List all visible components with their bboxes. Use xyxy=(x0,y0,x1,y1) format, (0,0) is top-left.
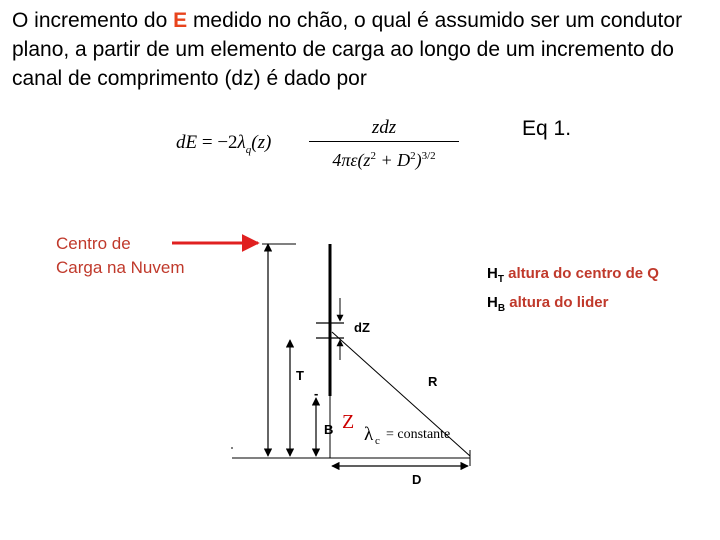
eq-den-close: ) xyxy=(415,150,422,170)
dz-label: dZ xyxy=(354,320,370,335)
eq-den-prefix: 4πε(z xyxy=(332,150,371,170)
eq-den-plus: + D xyxy=(375,150,411,170)
lambda-subscript: c xyxy=(375,435,380,447)
minus-label: - xyxy=(314,386,319,401)
field-symbol-E: E xyxy=(173,9,188,32)
eq-equals: = −2 xyxy=(197,132,238,153)
legend-ht-H: H xyxy=(487,265,498,282)
eq-lambda-sub: q xyxy=(245,143,252,156)
eq-den-power: 3/2 xyxy=(421,150,436,162)
eq-numerator: zdz xyxy=(371,117,397,138)
d-label: D xyxy=(412,472,422,487)
legend-ht-text: altura do centro de Q xyxy=(503,265,659,282)
para-part1: O incremento do xyxy=(12,9,174,32)
legend-hb-H: H xyxy=(487,294,498,311)
lambda-constant-text: = constante xyxy=(386,427,451,442)
eq-dE: dE xyxy=(176,132,198,153)
legend-hb-sub: B xyxy=(497,303,506,314)
equation-label: Eq 1. xyxy=(522,117,572,140)
lambda-symbol: λ xyxy=(364,424,374,445)
cloud-label-line2: Carga na Nuvem xyxy=(56,258,185,277)
cloud-label-line1: Centro de xyxy=(56,234,131,253)
z-label: Z xyxy=(342,411,355,433)
t-label: T xyxy=(296,368,304,383)
eq-den-sup-b: 2 xyxy=(410,150,416,162)
b-label: B xyxy=(324,422,334,437)
legend-hb-text: altura do lider xyxy=(505,294,609,311)
eq-den-sup-a: 2 xyxy=(370,150,376,162)
para-part2: medido no chão, o qual é assumido ser um condutor plano, a partir de um elemento de carga ao longo de um incremento do canal de comprimento (dz) é dado por xyxy=(12,9,683,90)
r-label: R xyxy=(428,374,438,389)
legend-ht-sub: T xyxy=(497,274,504,285)
eq-lambda: λ xyxy=(237,132,246,153)
eq-z: (z) xyxy=(251,132,272,153)
